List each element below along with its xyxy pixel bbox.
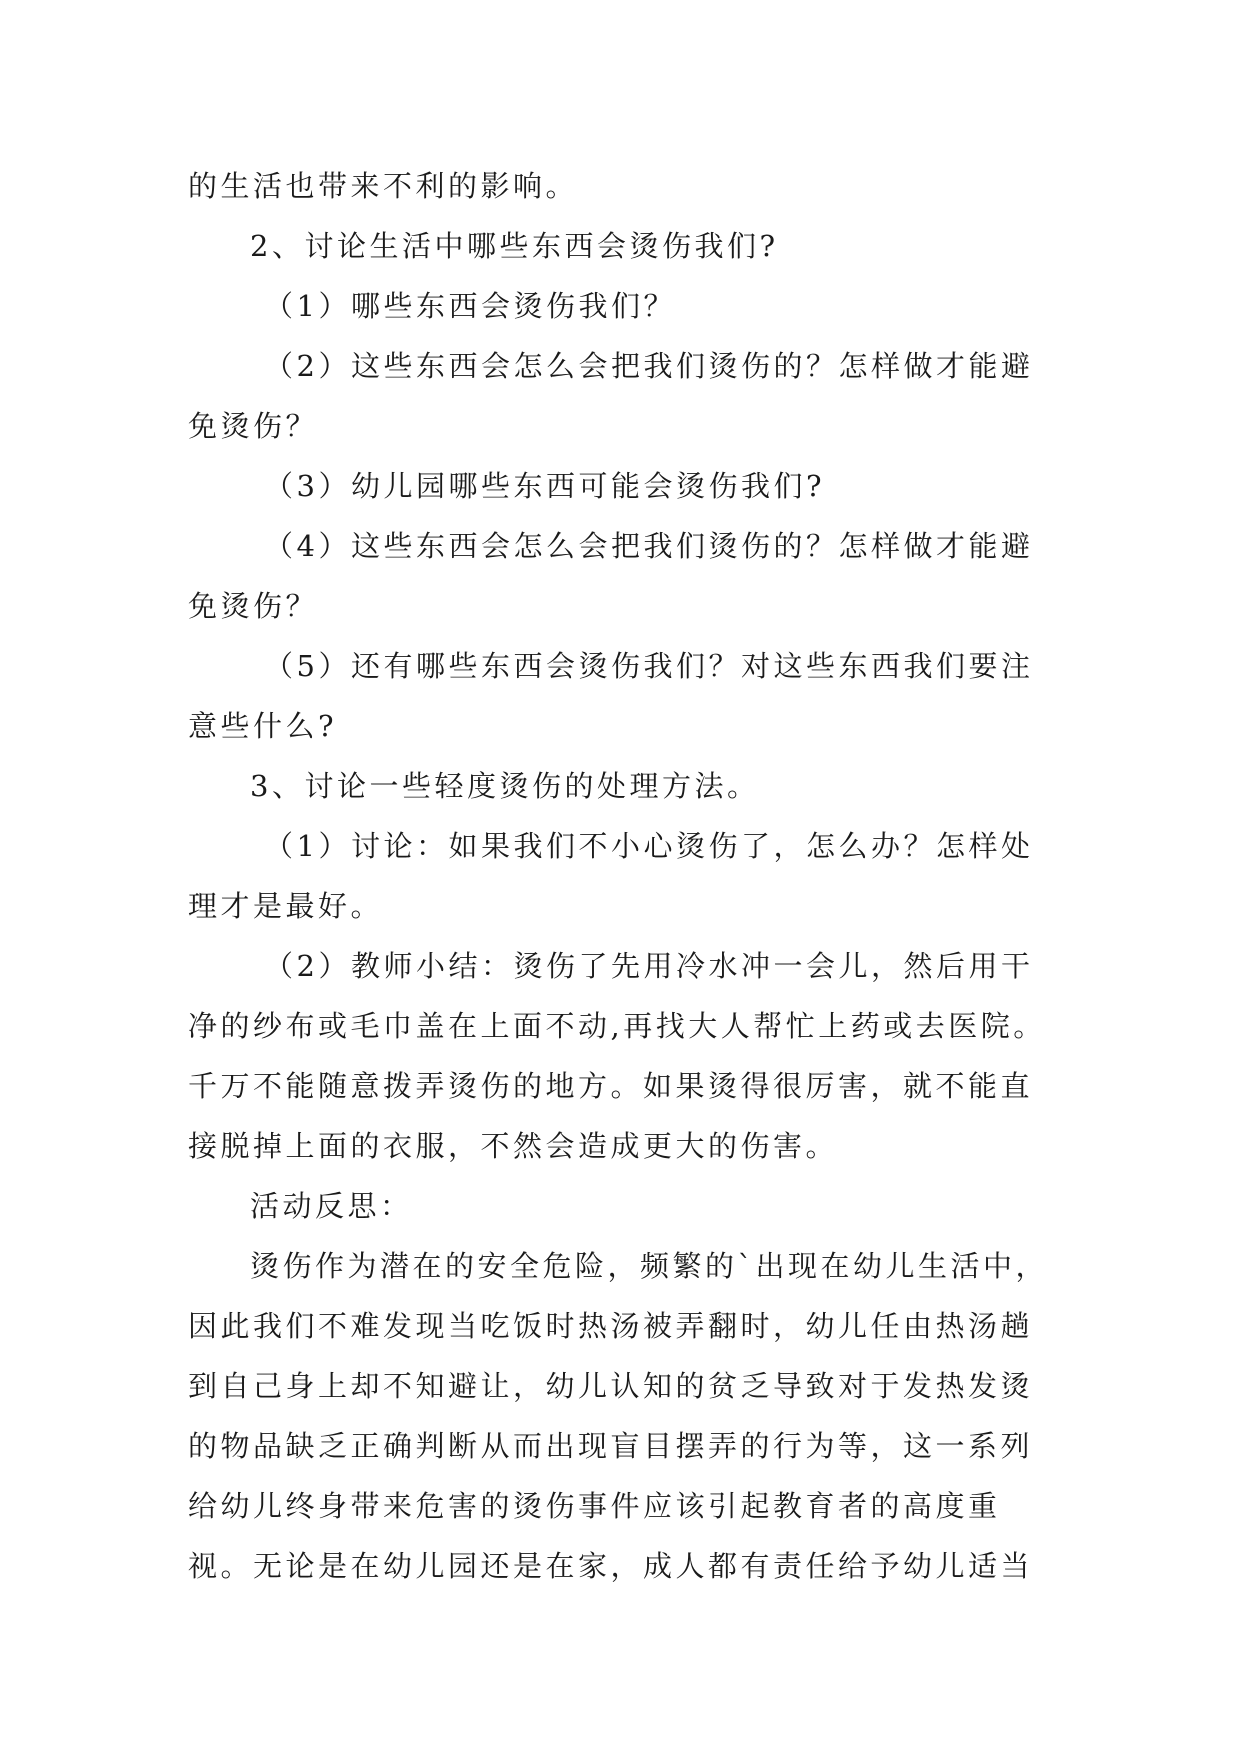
paragraph-start: 烫伤作为潜在的安全危险，频繁的`出现在幼儿生活中，: [250, 1249, 1049, 1283]
text-line: 免烫伤？: [188, 409, 319, 443]
section-heading-3: 3、讨论一些轻度烫伤的处理方法。: [250, 769, 760, 803]
text-line: 给幼儿终身带来危害的烫伤事件应该引起教育者的高度重: [188, 1489, 1001, 1523]
document-body: [188, 156, 1048, 1596]
text-line: 的物品缺乏正确判断从而出现盲目摆弄的行为等，这一系列: [188, 1429, 1034, 1463]
text-line: 的生活也带来不利的影响。: [188, 169, 579, 203]
text-line: 到自己身上却不知避让，幼儿认知的贫乏导致对于发热发烫: [188, 1369, 1034, 1403]
list-item: （2）教师小结：烫伤了先用冷水冲一会儿，然后用干: [264, 949, 1034, 983]
list-item: （4）这些东西会怎么会把我们烫伤的？怎样做才能避: [264, 529, 1034, 563]
list-item: （3）幼儿园哪些东西可能会烫伤我们?: [264, 469, 825, 503]
section-heading-2: 2、讨论生活中哪些东西会烫伤我们?: [250, 229, 779, 263]
list-item: （1）哪些东西会烫伤我们？: [264, 289, 676, 323]
text-line: 接脱掉上面的衣服，不然会造成更大的伤害。: [188, 1129, 839, 1163]
reflection-heading: 活动反思：: [250, 1189, 413, 1223]
text-line: 因此我们不难发现当吃饭时热汤被弄翻时，幼儿任由热汤趟: [188, 1309, 1034, 1343]
text-line: 净的纱布或毛巾盖在上面不动,再找大人帮忙上药或去医院。: [188, 1009, 1046, 1043]
text-line: 理才是最好。: [188, 889, 384, 923]
text-line: 千万不能随意拨弄烫伤的地方。如果烫得很厉害，就不能直: [188, 1069, 1034, 1103]
list-item: （2）这些东西会怎么会把我们烫伤的？怎样做才能避: [264, 349, 1034, 383]
text-line: 免烫伤？: [188, 589, 319, 623]
text-line: 意些什么?: [188, 709, 338, 743]
text-line: 视。无论是在幼儿园还是在家，成人都有责任给予幼儿适当: [188, 1549, 1034, 1583]
list-item: （1）讨论：如果我们不小心烫伤了，怎么办？怎样处: [264, 829, 1034, 863]
list-item: （5）还有哪些东西会烫伤我们？对这些东西我们要注: [264, 649, 1034, 683]
